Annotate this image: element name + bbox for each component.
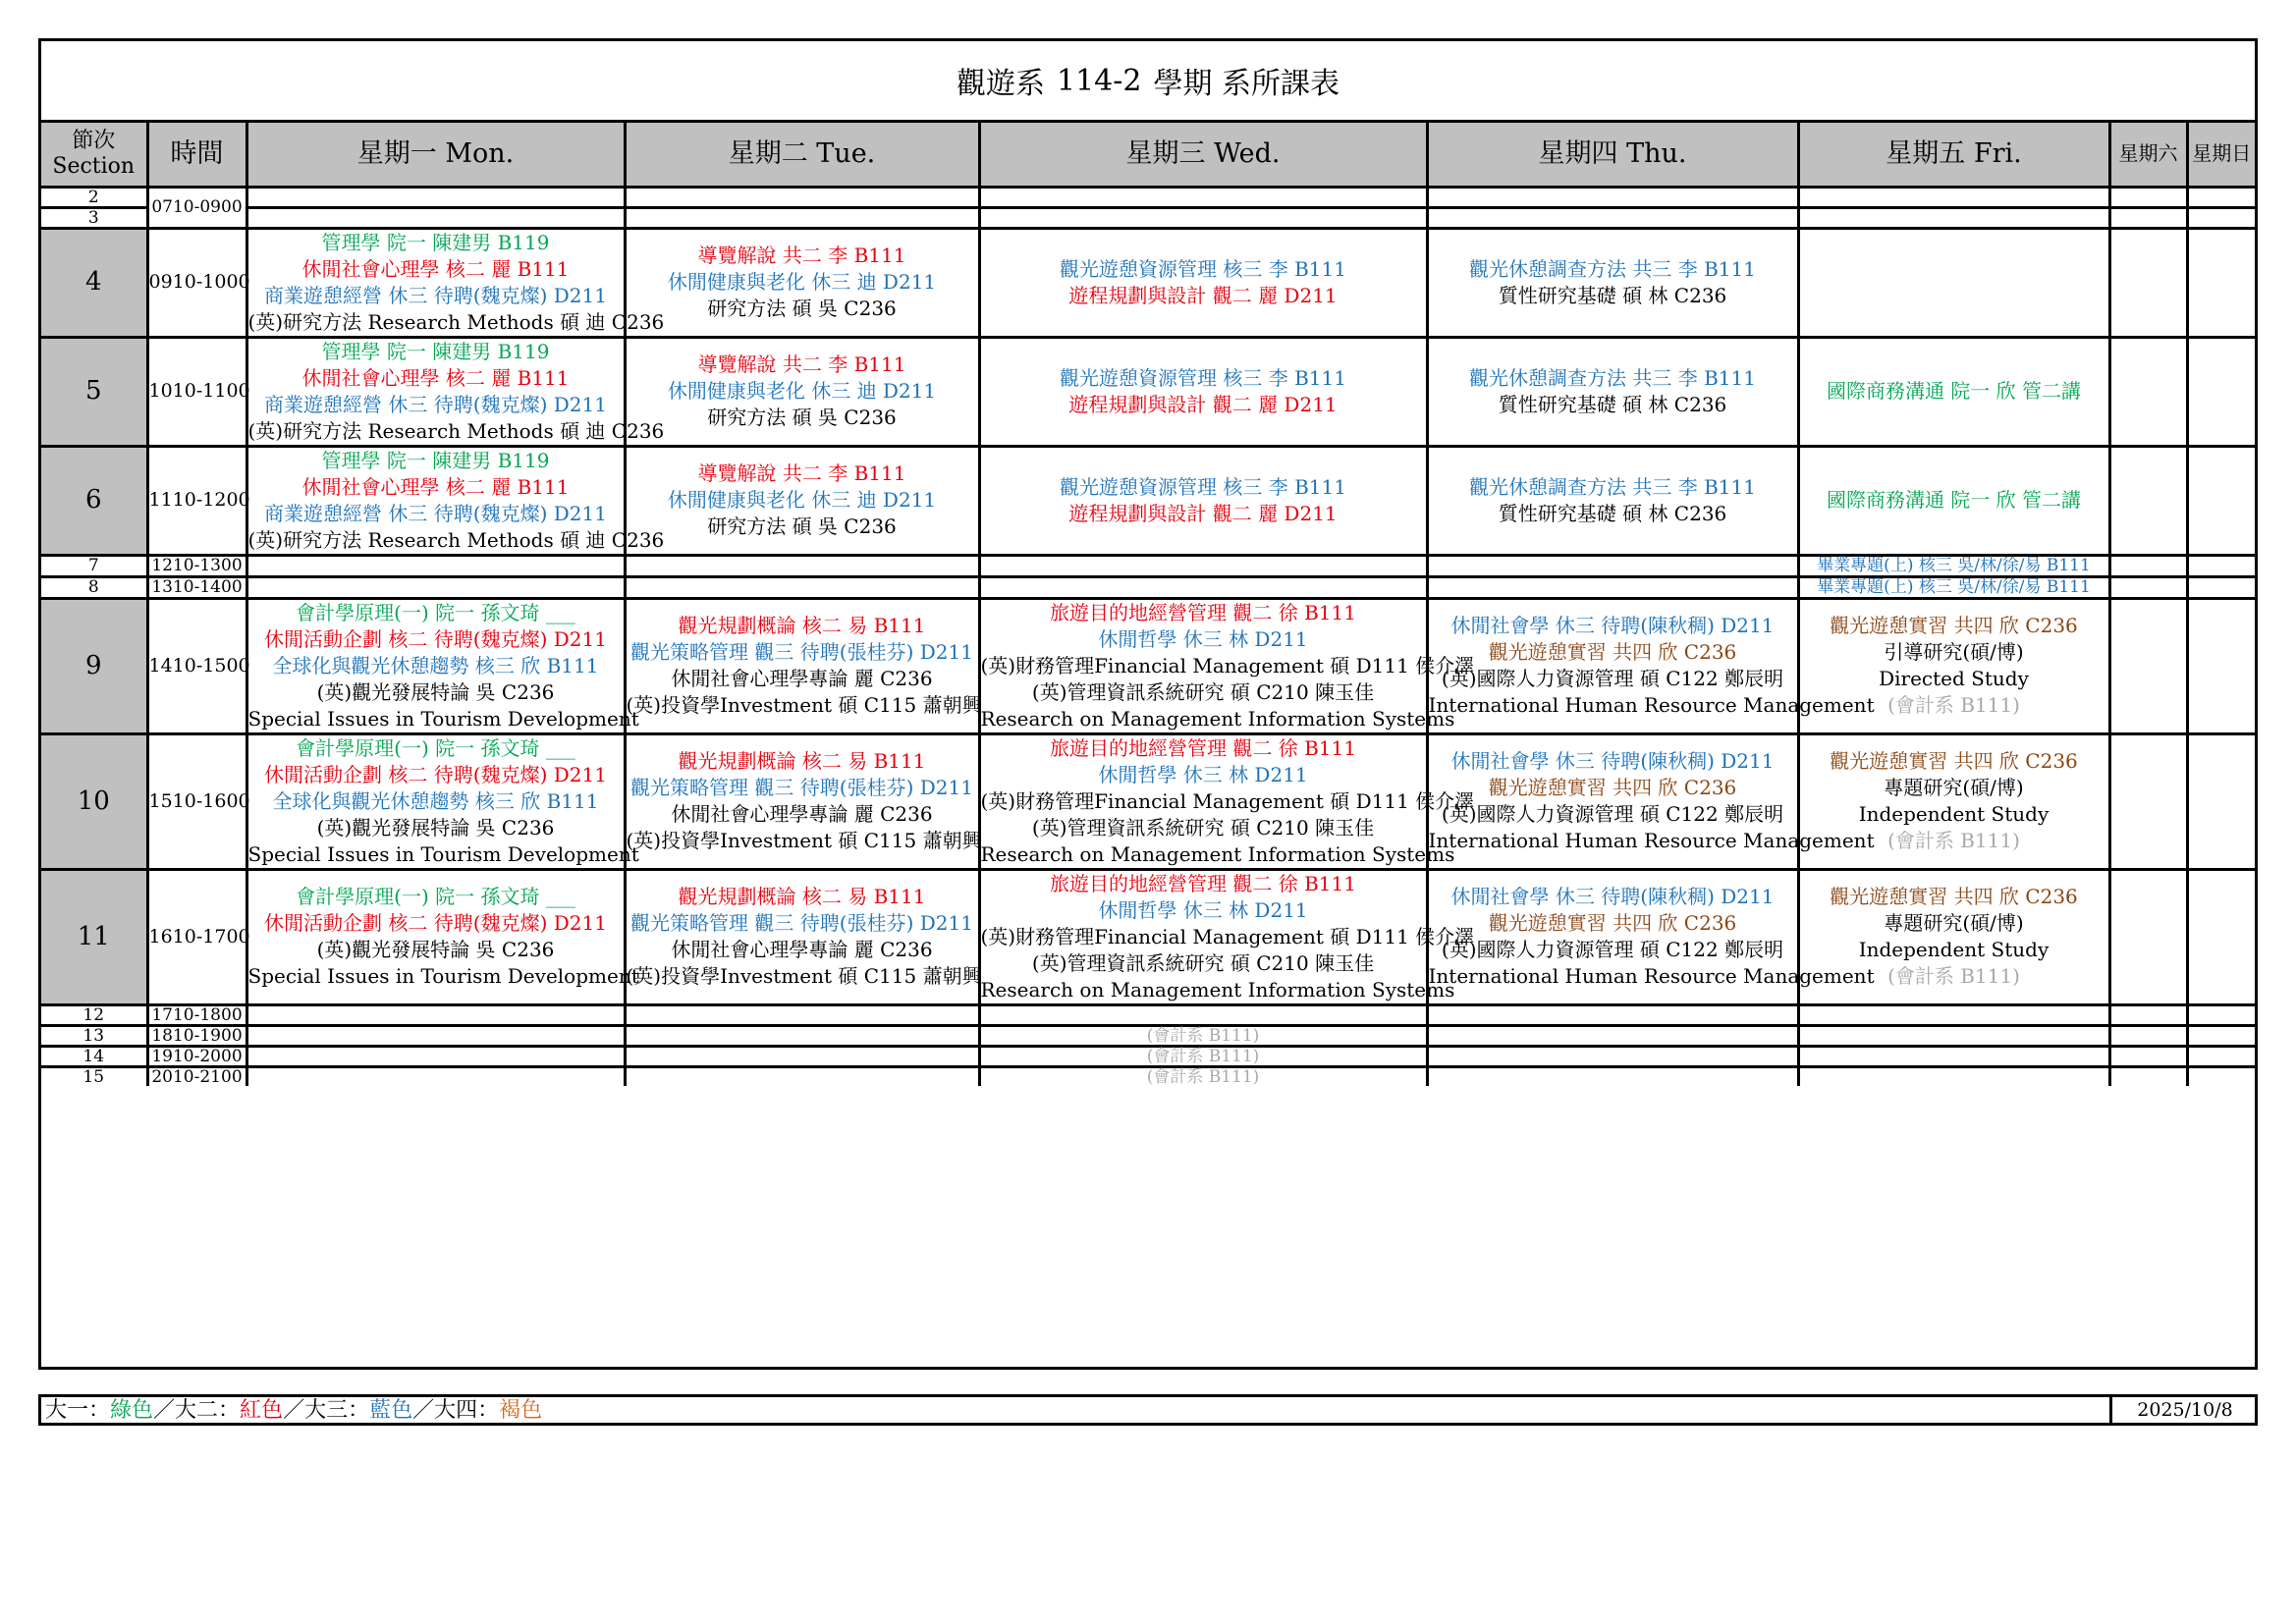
course-line: 遊程規劃與設計 觀二 麗 D211: [1068, 501, 1338, 525]
course-cell-thu: [1427, 1066, 1798, 1086]
course-line: 會計學原理(一) 院一 孫文琦 ___: [296, 885, 575, 908]
course-line: 商業遊憩經營 休三 待聘(魏克燦) D211: [264, 392, 607, 416]
course-line: (英)研究方法 Research Methods 碩 迪 C236: [247, 527, 665, 552]
course-line: (英)國際人力資源管理 碩 C122 鄭辰明: [1441, 802, 1784, 826]
timetable-sheet: [38, 38, 2258, 1370]
course-line: 休閒健康與老化 休三 迪 D211: [667, 270, 937, 294]
course-line: (英)投資學Investment 碩 C115 蕭朝興: [626, 829, 982, 852]
header-row: [41, 123, 2255, 187]
course-line: Directed Study: [1879, 667, 2029, 690]
course-cell-sat: [2109, 228, 2187, 337]
course-cell-thu: [1427, 1025, 1798, 1046]
course-cell-tue: [625, 337, 979, 446]
course-line: 研究方法 碩 吳 C236: [707, 297, 897, 320]
time-range: 1810-1900: [147, 1025, 246, 1046]
time-range: 0710-0900: [147, 187, 246, 228]
course-line: 觀光休憩調查方法 共三 李 B111: [1469, 256, 1756, 281]
course-cell-sun: [2187, 555, 2255, 576]
legend-value: 褐色: [499, 1398, 543, 1423]
course-line: (英)財務管理Financial Management 碩 D111 侯介澤: [980, 924, 1475, 948]
course-cell-wed: [979, 555, 1427, 576]
course-cell-wed: [979, 337, 1427, 446]
course-cell-wed: [979, 446, 1427, 555]
course-line: 商業遊憩經營 休三 待聘(魏克燦) D211: [264, 501, 607, 525]
course-cell-wed: [979, 228, 1427, 337]
course-line: 會計學原理(一) 院一 孫文琦 ___: [296, 735, 575, 760]
course-line: 休閒社會心理學專論 麗 C236: [671, 667, 933, 690]
timetable: [41, 123, 2255, 1086]
course-cell-mon: [246, 228, 665, 337]
time-range: 1610-1700: [147, 869, 246, 1004]
course-cell-mon: [246, 555, 625, 576]
header-section-en: Section: [52, 153, 136, 179]
course-line: 觀光策略管理 觀三 待聘(張桂芬) D211: [630, 640, 973, 664]
course-line: 觀光規劃概論 核二 易 B111: [678, 614, 926, 637]
header-day-sat: 星期六: [2109, 123, 2187, 187]
course-line: (英)管理資訊系統研究 碩 C210 陳玉佳: [1031, 679, 1375, 704]
course-line: (英)觀光發展特論 吳 C236: [316, 679, 555, 704]
course-line: 休閒健康與老化 休三 迪 D211: [667, 379, 937, 403]
header-section: [41, 123, 147, 187]
course-line: 觀光規劃概論 核二 易 B111: [678, 885, 926, 908]
course-cell-wed: [979, 733, 1475, 869]
course-cell-mon: [246, 1004, 625, 1025]
course-line: Research on Management Information Systems: [980, 706, 1455, 731]
course-cell-tue: [625, 446, 979, 555]
course-line: 觀光遊憩資源管理 核三 李 B111: [1060, 474, 1346, 499]
course-line: (會計系 B111): [1887, 693, 2020, 717]
section-number: 11: [41, 869, 147, 1004]
table-row: [41, 576, 2255, 598]
section-number: 14: [41, 1046, 147, 1066]
course-line: (英)管理資訊系統研究 碩 C210 陳玉佳: [1031, 950, 1375, 975]
table-row: [41, 446, 2255, 555]
course-line: 管理學 院一 陳建男 B119: [321, 448, 550, 472]
course-cell-sun: [2187, 576, 2255, 598]
time-range: 0910-1000: [147, 228, 246, 337]
course-line: 休閒社會心理學專論 麗 C236: [671, 802, 933, 826]
course-line: 研究方法 碩 吳 C236: [707, 406, 897, 429]
course-cell-mon: [246, 187, 625, 207]
section-number: 12: [41, 1004, 147, 1025]
course-cell-sat: [2109, 1025, 2187, 1046]
course-line: 質性研究基礎 碩 林 C236: [1498, 283, 1727, 307]
course-cell-tue: [625, 187, 979, 207]
course-line: 遊程規劃與設計 觀二 麗 D211: [1068, 392, 1338, 416]
header-section-zh: 節次: [72, 128, 116, 153]
course-line: 休閒社會心理學專論 麗 C236: [671, 938, 933, 961]
course-line: (英)投資學Investment 碩 C115 蕭朝興: [626, 693, 982, 717]
course-line: 觀光規劃概論 核二 易 B111: [678, 749, 926, 773]
course-cell-thu: [1427, 733, 1875, 869]
course-cell-sat: [2109, 555, 2187, 576]
course-line: (會計系 B111): [1887, 829, 2020, 852]
table-row: [41, 1025, 2255, 1046]
course-line: 休閒社會心理學 核二 麗 B111: [301, 474, 570, 499]
legend-items: [45, 1398, 542, 1424]
time-range: 1510-1600: [147, 733, 246, 869]
course-cell-wed: [979, 1046, 1427, 1066]
course-cell-wed: [979, 187, 1427, 207]
course-line: 國際商務溝通 院一 欣 管二講: [1826, 379, 2082, 403]
legend-value: 綠色: [110, 1398, 154, 1423]
table-row: [41, 1046, 2255, 1066]
course-cell-thu: [1427, 598, 1875, 733]
course-cell-wed: [979, 1066, 1427, 1086]
course-cell-thu: [1427, 869, 1875, 1004]
course-cell-tue: [625, 1025, 979, 1046]
time-range: 1110-1200: [147, 446, 246, 555]
course-cell-thu: [1427, 446, 1798, 555]
course-cell-fri: [1798, 187, 2109, 207]
course-cell-sun: [2187, 1066, 2255, 1086]
course-cell-sun: [2187, 337, 2255, 446]
course-line: 旅遊目的地經營管理 觀二 徐 B111: [1050, 600, 1356, 624]
table-row: [41, 187, 2255, 207]
course-cell-sat: [2109, 337, 2187, 446]
course-cell-fri: [1798, 446, 2109, 555]
legend-value: 藍色: [369, 1398, 413, 1423]
course-cell-sun: [2187, 187, 2255, 207]
course-line: International Human Resource Management: [1428, 829, 1875, 852]
course-cell-mon: [246, 207, 625, 228]
course-cell-fri: [1798, 337, 2109, 446]
date-label: 2025/10/8: [2109, 1397, 2258, 1423]
course-line: 觀光遊憩實習 共四 欣 C236: [1830, 749, 2078, 773]
course-line: 休閒社會心理學 核二 麗 B111: [301, 256, 570, 281]
time-range: 2010-2100: [147, 1066, 246, 1086]
course-cell-wed: [979, 1004, 1427, 1025]
header-time: 時間: [147, 123, 246, 187]
course-cell-tue: [625, 1046, 979, 1066]
section-number: 10: [41, 733, 147, 869]
course-line: 管理學 院一 陳建男 B119: [321, 230, 550, 254]
section-number: 13: [41, 1025, 147, 1046]
course-line: 休閒社會學 休三 待聘(陳秋稠) D211: [1450, 749, 1775, 773]
course-cell-mon: [246, 1046, 625, 1066]
course-line: (英)觀光發展特論 吳 C236: [316, 938, 555, 961]
course-cell-tue: [625, 869, 982, 1004]
time-range: 1910-2000: [147, 1046, 246, 1066]
course-line: 觀光遊憩實習 共四 欣 C236: [1488, 776, 1737, 799]
section-number: 6: [41, 446, 147, 555]
course-cell-thu: [1427, 187, 1798, 207]
section-number: 15: [41, 1066, 147, 1086]
course-line: (英)投資學Investment 碩 C115 蕭朝興: [626, 964, 982, 988]
course-cell-fri: [1798, 228, 2109, 337]
header-day-tue: 星期二 Tue.: [625, 123, 979, 187]
header-day-sun: 星期日: [2187, 123, 2255, 187]
course-cell-thu: [1427, 576, 1798, 598]
course-line: 會計學原理(一) 院一 孫文琦 ___: [296, 600, 575, 624]
course-cell-thu: [1427, 337, 1798, 446]
page-title: [41, 41, 2255, 123]
course-line: Independent Study: [1858, 938, 2050, 961]
color-legend: [38, 1394, 2258, 1426]
title-term: 114-2: [1056, 63, 1142, 98]
header-day-thu: 星期四 Thu.: [1427, 123, 1798, 187]
course-line: 全球化與觀光休憩趨勢 核三 欣 B111: [272, 788, 599, 813]
course-cell-sat: [2109, 446, 2187, 555]
course-line: (會計系 B111): [1146, 1066, 1260, 1087]
course-cell-mon: [246, 869, 639, 1004]
course-line: 觀光遊憩實習 共四 欣 C236: [1488, 640, 1737, 664]
course-cell-thu: [1427, 228, 1798, 337]
course-cell-mon: [246, 733, 639, 869]
course-cell-wed: [979, 207, 1427, 228]
course-line: 畢業專題(上) 核三 吳/林/徐/易 B111: [1817, 577, 2091, 597]
course-cell-sun: [2187, 1046, 2255, 1066]
course-line: (英)管理資訊系統研究 碩 C210 陳玉佳: [1031, 815, 1375, 839]
course-cell-thu: [1427, 1046, 1798, 1066]
course-cell-tue: [625, 228, 979, 337]
table-row: [41, 733, 2255, 869]
legend-label: 大一：: [45, 1398, 111, 1423]
course-cell-tue: [625, 733, 982, 869]
course-cell-fri: [1798, 1046, 2109, 1066]
legend-label: ／大三：: [283, 1398, 370, 1423]
course-cell-sat: [2109, 1046, 2187, 1066]
course-line: International Human Resource Management: [1428, 693, 1875, 717]
course-cell-wed: [979, 1025, 1427, 1046]
time-range: 1710-1800: [147, 1004, 246, 1025]
course-cell-fri: [1798, 555, 2109, 576]
course-cell-mon: [246, 598, 639, 733]
course-line: (會計系 B111): [1887, 964, 2020, 988]
course-cell-mon: [246, 337, 665, 446]
course-cell-fri: [1798, 1004, 2109, 1025]
course-cell-mon: [246, 446, 665, 555]
course-cell-sun: [2187, 733, 2255, 869]
course-line: 休閒活動企劃 核二 待聘(魏克燦) D211: [264, 762, 607, 786]
table-row: [41, 207, 2255, 228]
table-row: [41, 1004, 2255, 1025]
course-line: 觀光策略管理 觀三 待聘(張桂芬) D211: [630, 776, 973, 799]
course-line: Special Issues in Tourism Development: [247, 964, 639, 988]
course-line: (英)研究方法 Research Methods 碩 迪 C236: [247, 418, 665, 443]
course-cell-tue: [625, 576, 979, 598]
title-dept: 觀遊系: [956, 67, 1045, 101]
section-number: 5: [41, 337, 147, 446]
course-cell-sat: [2109, 1004, 2187, 1025]
course-line: 商業遊憩經營 休三 待聘(魏克燦) D211: [264, 283, 607, 307]
course-cell-sat: [2109, 733, 2187, 869]
course-cell-thu: [1427, 207, 1798, 228]
course-line: 旅遊目的地經營管理 觀二 徐 B111: [1050, 735, 1356, 760]
course-cell-fri: [1798, 207, 2109, 228]
course-line: 導覽解說 共二 李 B111: [697, 244, 906, 267]
course-line: 畢業專題(上) 核三 吳/林/徐/易 B111: [1817, 556, 2091, 575]
course-line: 引導研究(碩/博): [1884, 640, 2024, 664]
course-line: Independent Study: [1858, 802, 2050, 826]
course-cell-thu: [1427, 1004, 1798, 1025]
course-line: 質性研究基礎 碩 林 C236: [1498, 501, 1727, 525]
course-line: 觀光休憩調查方法 共三 李 B111: [1469, 474, 1756, 499]
course-cell-wed: [979, 869, 1475, 1004]
table-row: [41, 598, 2255, 733]
course-line: Special Issues in Tourism Development: [247, 706, 639, 731]
course-line: 觀光遊憩實習 共四 欣 C236: [1830, 885, 2078, 908]
course-line: 研究方法 碩 吳 C236: [707, 514, 897, 538]
course-line: (英)觀光發展特論 吳 C236: [316, 815, 555, 839]
table-row: [41, 555, 2255, 576]
course-line: International Human Resource Management: [1428, 964, 1875, 988]
course-cell-mon: [246, 1066, 625, 1086]
course-cell-sat: [2109, 187, 2187, 207]
table-row: [41, 337, 2255, 446]
course-line: (英)國際人力資源管理 碩 C122 鄭辰明: [1441, 938, 1784, 961]
course-line: (英)國際人力資源管理 碩 C122 鄭辰明: [1441, 667, 1784, 690]
time-range: 1010-1100: [147, 337, 246, 446]
course-line: 導覽解說 共二 李 B111: [697, 352, 906, 376]
course-line: 專題研究(碩/博): [1884, 911, 2024, 935]
course-line: 觀光策略管理 觀三 待聘(張桂芬) D211: [630, 911, 973, 935]
section-number: 8: [41, 576, 147, 598]
course-line: 導覽解說 共二 李 B111: [697, 461, 906, 485]
course-line: 休閒哲學 休三 林 D211: [1098, 897, 1308, 922]
course-line: Research on Management Information Systems: [980, 977, 1455, 1001]
time-range: 1310-1400: [147, 576, 246, 598]
course-line: (英)財務管理Financial Management 碩 D111 侯介澤: [980, 653, 1475, 677]
course-line: 觀光遊憩資源管理 核三 李 B111: [1060, 256, 1346, 281]
title-suffix: 學期 系所課表: [1153, 67, 1340, 101]
time-range: 1410-1500: [147, 598, 246, 733]
course-line: (會計系 B111): [1146, 1025, 1260, 1046]
legend-label: ／大四：: [412, 1398, 500, 1423]
table-row: [41, 869, 2255, 1004]
course-cell-mon: [246, 1025, 625, 1046]
table-row: [41, 1066, 2255, 1086]
course-line: 休閒哲學 休三 林 D211: [1098, 762, 1308, 786]
course-line: Research on Management Information Systems: [980, 841, 1455, 866]
legend-label: ／大二：: [153, 1398, 241, 1423]
course-cell-mon: [246, 576, 625, 598]
legend-value: 紅色: [240, 1398, 284, 1423]
course-cell-wed: [979, 598, 1475, 733]
course-cell-sat: [2109, 576, 2187, 598]
course-line: (英)研究方法 Research Methods 碩 迪 C236: [247, 309, 665, 334]
course-cell-wed: [979, 576, 1427, 598]
course-cell-sun: [2187, 598, 2255, 733]
course-line: 觀光遊憩實習 共四 欣 C236: [1830, 614, 2078, 637]
course-cell-sun: [2187, 207, 2255, 228]
section-number: 3: [41, 207, 147, 228]
course-line: 專題研究(碩/博): [1884, 776, 2024, 799]
course-line: 休閒社會學 休三 待聘(陳秋稠) D211: [1450, 885, 1775, 908]
course-cell-sun: [2187, 1004, 2255, 1025]
course-line: 旅遊目的地經營管理 觀二 徐 B111: [1050, 871, 1356, 895]
course-cell-sun: [2187, 228, 2255, 337]
course-line: 觀光休憩調查方法 共三 李 B111: [1469, 365, 1756, 390]
course-line: 國際商務溝通 院一 欣 管二講: [1826, 488, 2082, 512]
course-cell-thu: [1427, 555, 1798, 576]
header-day-wed: 星期三 Wed.: [979, 123, 1427, 187]
course-cell-tue: [625, 1066, 979, 1086]
course-line: 休閒健康與老化 休三 迪 D211: [667, 488, 937, 512]
course-line: 休閒活動企劃 核二 待聘(魏克燦) D211: [264, 911, 607, 935]
course-line: 全球化與觀光休憩趨勢 核三 欣 B111: [272, 653, 599, 677]
course-cell-tue: [625, 207, 979, 228]
course-cell-sat: [2109, 207, 2187, 228]
course-line: 質性研究基礎 碩 林 C236: [1498, 392, 1727, 416]
header-day-fri: 星期五 Fri.: [1798, 123, 2109, 187]
course-cell-fri: [1798, 576, 2109, 598]
course-line: 休閒活動企劃 核二 待聘(魏克燦) D211: [264, 626, 607, 651]
time-range: 1210-1300: [147, 555, 246, 576]
course-line: 遊程規劃與設計 觀二 麗 D211: [1068, 283, 1338, 307]
course-line: (英)財務管理Financial Management 碩 D111 侯介澤: [980, 788, 1475, 813]
course-line: 休閒社會學 休三 待聘(陳秋稠) D211: [1450, 614, 1775, 637]
course-line: 觀光遊憩資源管理 核三 李 B111: [1060, 365, 1346, 390]
course-line: 觀光遊憩實習 共四 欣 C236: [1488, 911, 1737, 935]
course-line: 休閒哲學 休三 林 D211: [1098, 626, 1308, 651]
course-cell-tue: [625, 598, 982, 733]
course-cell-sat: [2109, 869, 2187, 1004]
course-cell-sun: [2187, 446, 2255, 555]
course-cell-fri: [1798, 1025, 2109, 1046]
course-cell-sat: [2109, 1066, 2187, 1086]
course-cell-sun: [2187, 1025, 2255, 1046]
course-line: 管理學 院一 陳建男 B119: [321, 339, 550, 363]
course-line: (會計系 B111): [1146, 1046, 1260, 1066]
section-number: 2: [41, 187, 147, 207]
header-day-mon: 星期一 Mon.: [246, 123, 625, 187]
course-cell-tue: [625, 555, 979, 576]
course-cell-tue: [625, 1004, 979, 1025]
course-line: 休閒社會心理學 核二 麗 B111: [301, 365, 570, 390]
table-row: [41, 228, 2255, 337]
section-number: 7: [41, 555, 147, 576]
section-number: 4: [41, 228, 147, 337]
course-cell-sat: [2109, 598, 2187, 733]
section-number: 9: [41, 598, 147, 733]
course-line: Special Issues in Tourism Development: [247, 841, 639, 866]
course-cell-sun: [2187, 869, 2255, 1004]
course-cell-fri: [1798, 1066, 2109, 1086]
